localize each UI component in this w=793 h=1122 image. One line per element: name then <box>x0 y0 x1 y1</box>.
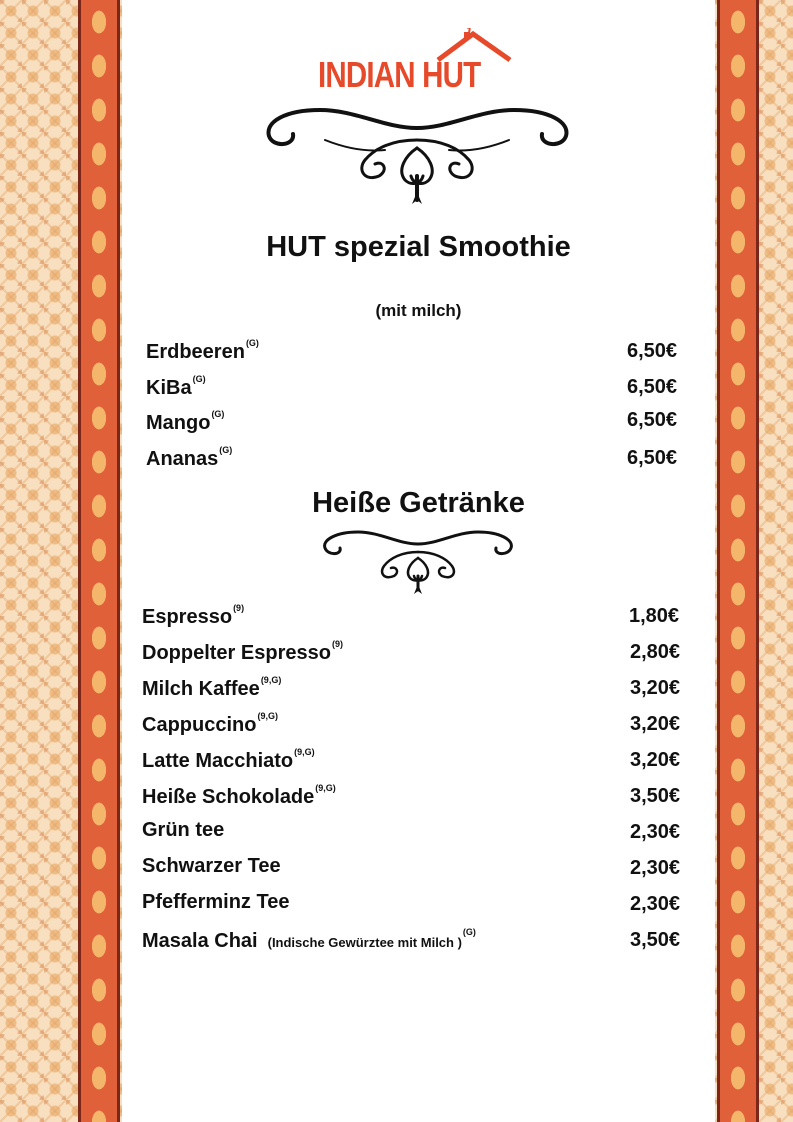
item-name: Milch Kaffee <box>142 678 260 700</box>
section-title-hot-drinks: Heiße Getränke <box>312 487 525 519</box>
item-name: Schwarzer Tee <box>142 855 281 877</box>
item-note: (Indische Gewürztee mit Milch ) <box>267 935 462 950</box>
item-price: 3,20€ <box>630 677 681 699</box>
flourish-ornament-icon <box>265 100 570 205</box>
item-price: 1,80€ <box>629 605 680 627</box>
item-price: 2,30€ <box>630 857 681 879</box>
item-price: 6,50€ <box>627 376 678 398</box>
section-subtitle: (mit milch) <box>375 301 462 320</box>
item-price: 6,50€ <box>627 447 678 469</box>
allergen-code: (G) <box>245 338 259 348</box>
small-flourish-ornament-icon <box>322 526 514 596</box>
item-name: KiBa <box>146 377 192 399</box>
item-price: 2,30€ <box>630 893 681 915</box>
item-name: Doppelter Espresso <box>142 642 331 664</box>
item-price: 2,80€ <box>630 641 681 663</box>
allergen-code: (G) <box>219 445 233 455</box>
allergen-code: (9,G) <box>315 783 336 793</box>
allergen-code: (9) <box>233 603 245 613</box>
item-price: 3,20€ <box>630 713 681 735</box>
allergen-code: (9,G) <box>257 711 278 721</box>
allergen-code: (9) <box>331 639 343 649</box>
item-price: 3,20€ <box>630 749 681 771</box>
item-name: Latte Macchiato <box>142 750 294 772</box>
allergen-code: (G) <box>462 927 476 937</box>
item-name: Masala Chai <box>142 930 258 952</box>
item-name: Cappuccino <box>142 714 257 736</box>
item-name: Mango <box>146 412 211 434</box>
item-price: 6,50€ <box>627 340 678 362</box>
item-name: Ananas <box>146 448 219 470</box>
item-price: 2,30€ <box>630 821 681 843</box>
allergen-code: (9,G) <box>260 675 282 685</box>
indian-hut-logo <box>318 28 518 95</box>
section-title-smoothie: HUT spezial Smoothie <box>266 231 571 263</box>
logo-text: INDIAN HUT <box>318 54 481 95</box>
item-price: 3,50€ <box>630 929 681 951</box>
item-name: Espresso <box>142 606 233 628</box>
item-name: Heiße Schokolade <box>142 786 315 808</box>
right-floral-band <box>717 0 759 1122</box>
right-decorative-border <box>715 0 793 1122</box>
item-name: Grün tee <box>142 819 225 841</box>
item-name: Erdbeeren <box>146 341 245 363</box>
allergen-code: (G) <box>211 409 225 419</box>
left-decorative-border <box>0 0 122 1122</box>
item-price: 3,50€ <box>630 785 681 807</box>
allergen-code: (G) <box>192 374 206 384</box>
left-floral-band <box>78 0 120 1122</box>
item-name: Pfefferminz Tee <box>142 891 290 913</box>
item-price: 6,50€ <box>627 409 678 431</box>
allergen-code: (9,G) <box>294 747 315 757</box>
